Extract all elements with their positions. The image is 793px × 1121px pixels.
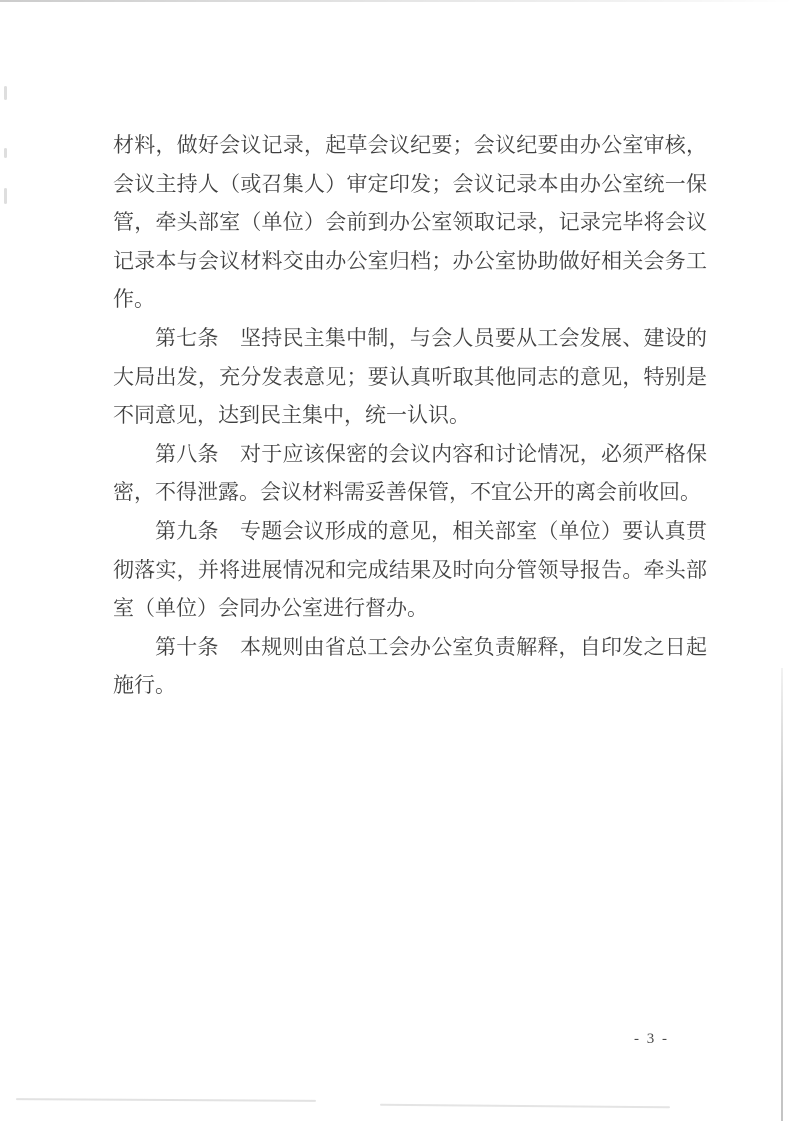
scan-edge-right-line xyxy=(781,668,783,1121)
scan-left-edge-mark xyxy=(4,188,7,204)
paragraph-article-7: 第七条 坚持民主集中制，与会人员要从工会发展、建设的大局出发，充分发表意见；要认真听取其他同志的意见，特别是不同意见，达到民主集中，统一认识。 xyxy=(113,325,707,428)
scan-left-edge-mark xyxy=(4,148,7,158)
document-body xyxy=(113,126,707,705)
scan-bottom-smudge xyxy=(16,1098,316,1102)
paragraph-article-8: 第八条 对于应该保密的会议内容和讨论情况，必须严格保密，不得泄露。会议材料需妥善保管，不宜公开的离会前收回。 xyxy=(113,441,707,505)
scan-left-edge-mark xyxy=(4,86,7,100)
scan-edge-top-line xyxy=(0,0,793,2)
paragraph-article-9: 第九条 专题会议形成的意见，相关部室（单位）要认真贯彻落实，并将进展情况和完成结果及时向分管领导报告。牵头部室（单位）会同办公室进行督办。 xyxy=(113,518,707,621)
scan-bottom-smudge xyxy=(380,1104,670,1109)
page-number: - 3 - xyxy=(634,1031,669,1047)
paragraph-article-10: 第十条 本规则由省总工会办公室负责解释，自印发之日起施行。 xyxy=(113,634,707,698)
paragraph-continued-from-previous-page: 材料，做好会议记录，起草会议纪要；会议纪要由办公室审核，会议主持人（或召集人）审定印发；会议记录本由办公室统一保管，牵头部室（单位）会前到办公室领取记录，记录完毕将会议记录本与会议材料交由办公室归档；办公室协助做好相关会务工作。 xyxy=(113,133,707,312)
